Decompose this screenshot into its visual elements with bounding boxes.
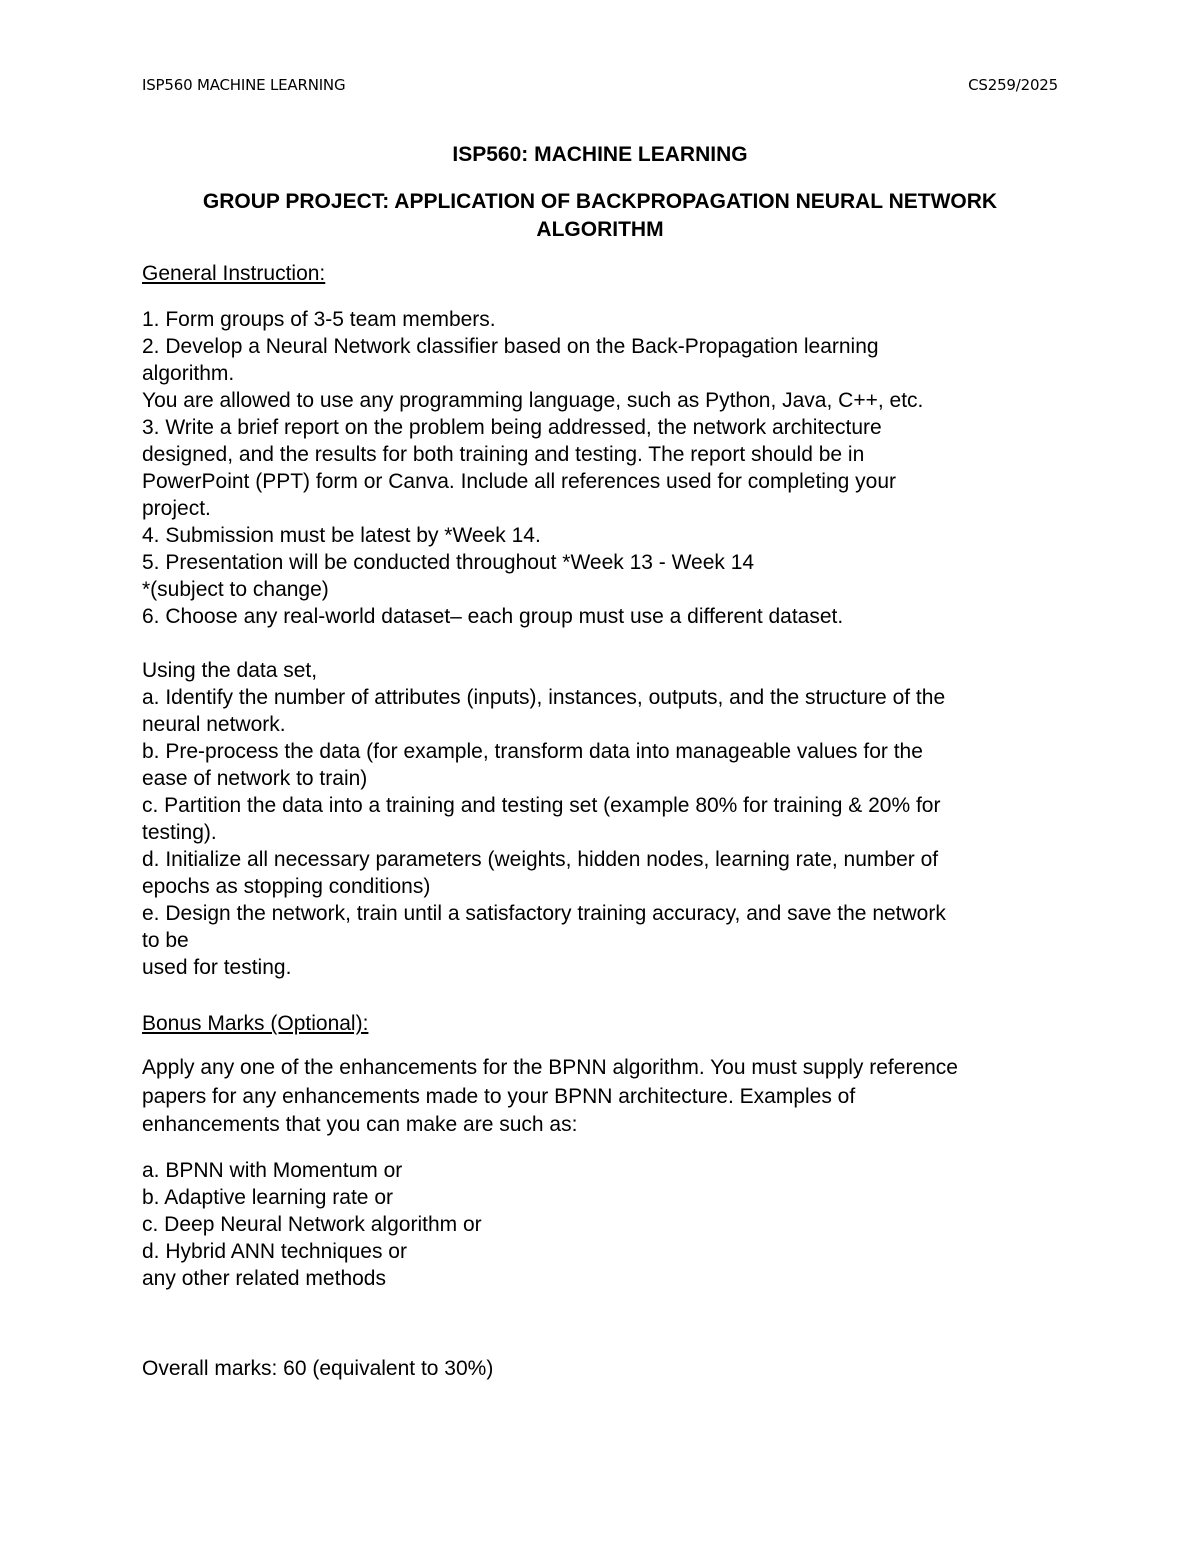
enhancement-list — [142, 1157, 1072, 1292]
instruction-line: 3. Write a brief report on the problem being addressed, the network architecture — [142, 416, 882, 439]
bonus-line: enhancements that you can make are such as: — [142, 1113, 578, 1136]
dataset-line: used for testing. — [142, 956, 292, 979]
overall-marks: Overall marks: 60 (equivalent to 30%) — [142, 1357, 494, 1380]
enhancement-item: b. Adaptive learning rate or — [142, 1186, 393, 1209]
instruction-line: project. — [142, 497, 211, 520]
instruction-line: 2. Develop a Neural Network classifier based on the Back-Propagation learning — [142, 335, 879, 358]
instruction-line: PowerPoint (PPT) form or Canva. Include all references used for completing your — [142, 470, 897, 493]
instruction-line: 6. Choose any real-world dataset– each group must use a different dataset. — [142, 605, 844, 628]
instruction-list — [142, 306, 1072, 630]
dataset-line: epochs as stopping conditions) — [142, 875, 431, 898]
dataset-line: to be — [142, 929, 189, 952]
dataset-line: e. Design the network, train until a satisfactory training accuracy, and save the network — [142, 902, 946, 925]
dataset-line: Using the data set, — [142, 659, 318, 682]
instruction-line: 5. Presentation will be conducted throughout *Week 13 - Week 14 — [142, 551, 755, 574]
enhancement-item: c. Deep Neural Network algorithm or — [142, 1213, 482, 1236]
project-title — [100, 188, 1100, 244]
dataset-task-list — [142, 657, 1072, 981]
dataset-line: b. Pre-process the data (for example, transform data into manageable values for the — [142, 740, 923, 763]
enhancement-item: any other related methods — [142, 1267, 386, 1290]
dataset-line: testing). — [142, 821, 217, 844]
dataset-line: neural network. — [142, 713, 286, 736]
header-course-code: ISP560 MACHINE LEARNING — [142, 76, 346, 94]
bonus-heading — [142, 1010, 1072, 1037]
dataset-line: a. Identify the number of attributes (inputs), instances, outputs, and the structure of the — [142, 686, 946, 709]
bonus-line: Apply any one of the enhancements for the BPNN algorithm. You must supply reference — [142, 1056, 958, 1079]
bonus-line: papers for any enhancements made to your BPNN architecture. Examples of — [142, 1084, 856, 1108]
project-title-line: ALGORITHM — [536, 218, 664, 241]
general-instruction-label: General Instruction: — [142, 262, 326, 285]
enhancement-item: d. Hybrid ANN techniques or — [142, 1240, 407, 1263]
general-instruction-heading — [142, 260, 1072, 287]
dataset-line: ease of network to train) — [142, 767, 368, 790]
instruction-line: designed, and the results for both training and testing. The report should be in — [142, 443, 865, 466]
enhancement-item: a. BPNN with Momentum or — [142, 1159, 403, 1182]
bonus-paragraph — [142, 1054, 1072, 1140]
instruction-line: *(subject to change) — [142, 578, 329, 601]
header-session-code: CS259/2025 — [968, 76, 1058, 94]
project-title-line: GROUP PROJECT: APPLICATION OF BACKPROPAGATION NEURAL NETWORK — [202, 190, 998, 213]
instruction-line: 4. Submission must be latest by *Week 14. — [142, 524, 541, 547]
document-title: ISP560: MACHINE LEARNING — [452, 143, 748, 166]
instruction-line: 1. Form groups of 3-5 team members. — [142, 308, 496, 331]
bonus-label: Bonus Marks (Optional): — [142, 1012, 369, 1035]
dataset-line: d. Initialize all necessary parameters (weights, hidden nodes, learning rate, number of — [142, 848, 939, 871]
instruction-line: You are allowed to use any programming language, such as Python, Java, C++, etc. — [142, 389, 924, 412]
instruction-line: algorithm. — [142, 362, 235, 385]
dataset-line: c. Partition the data into a training and testing set (example 80% for training & 20% for — [142, 794, 941, 817]
